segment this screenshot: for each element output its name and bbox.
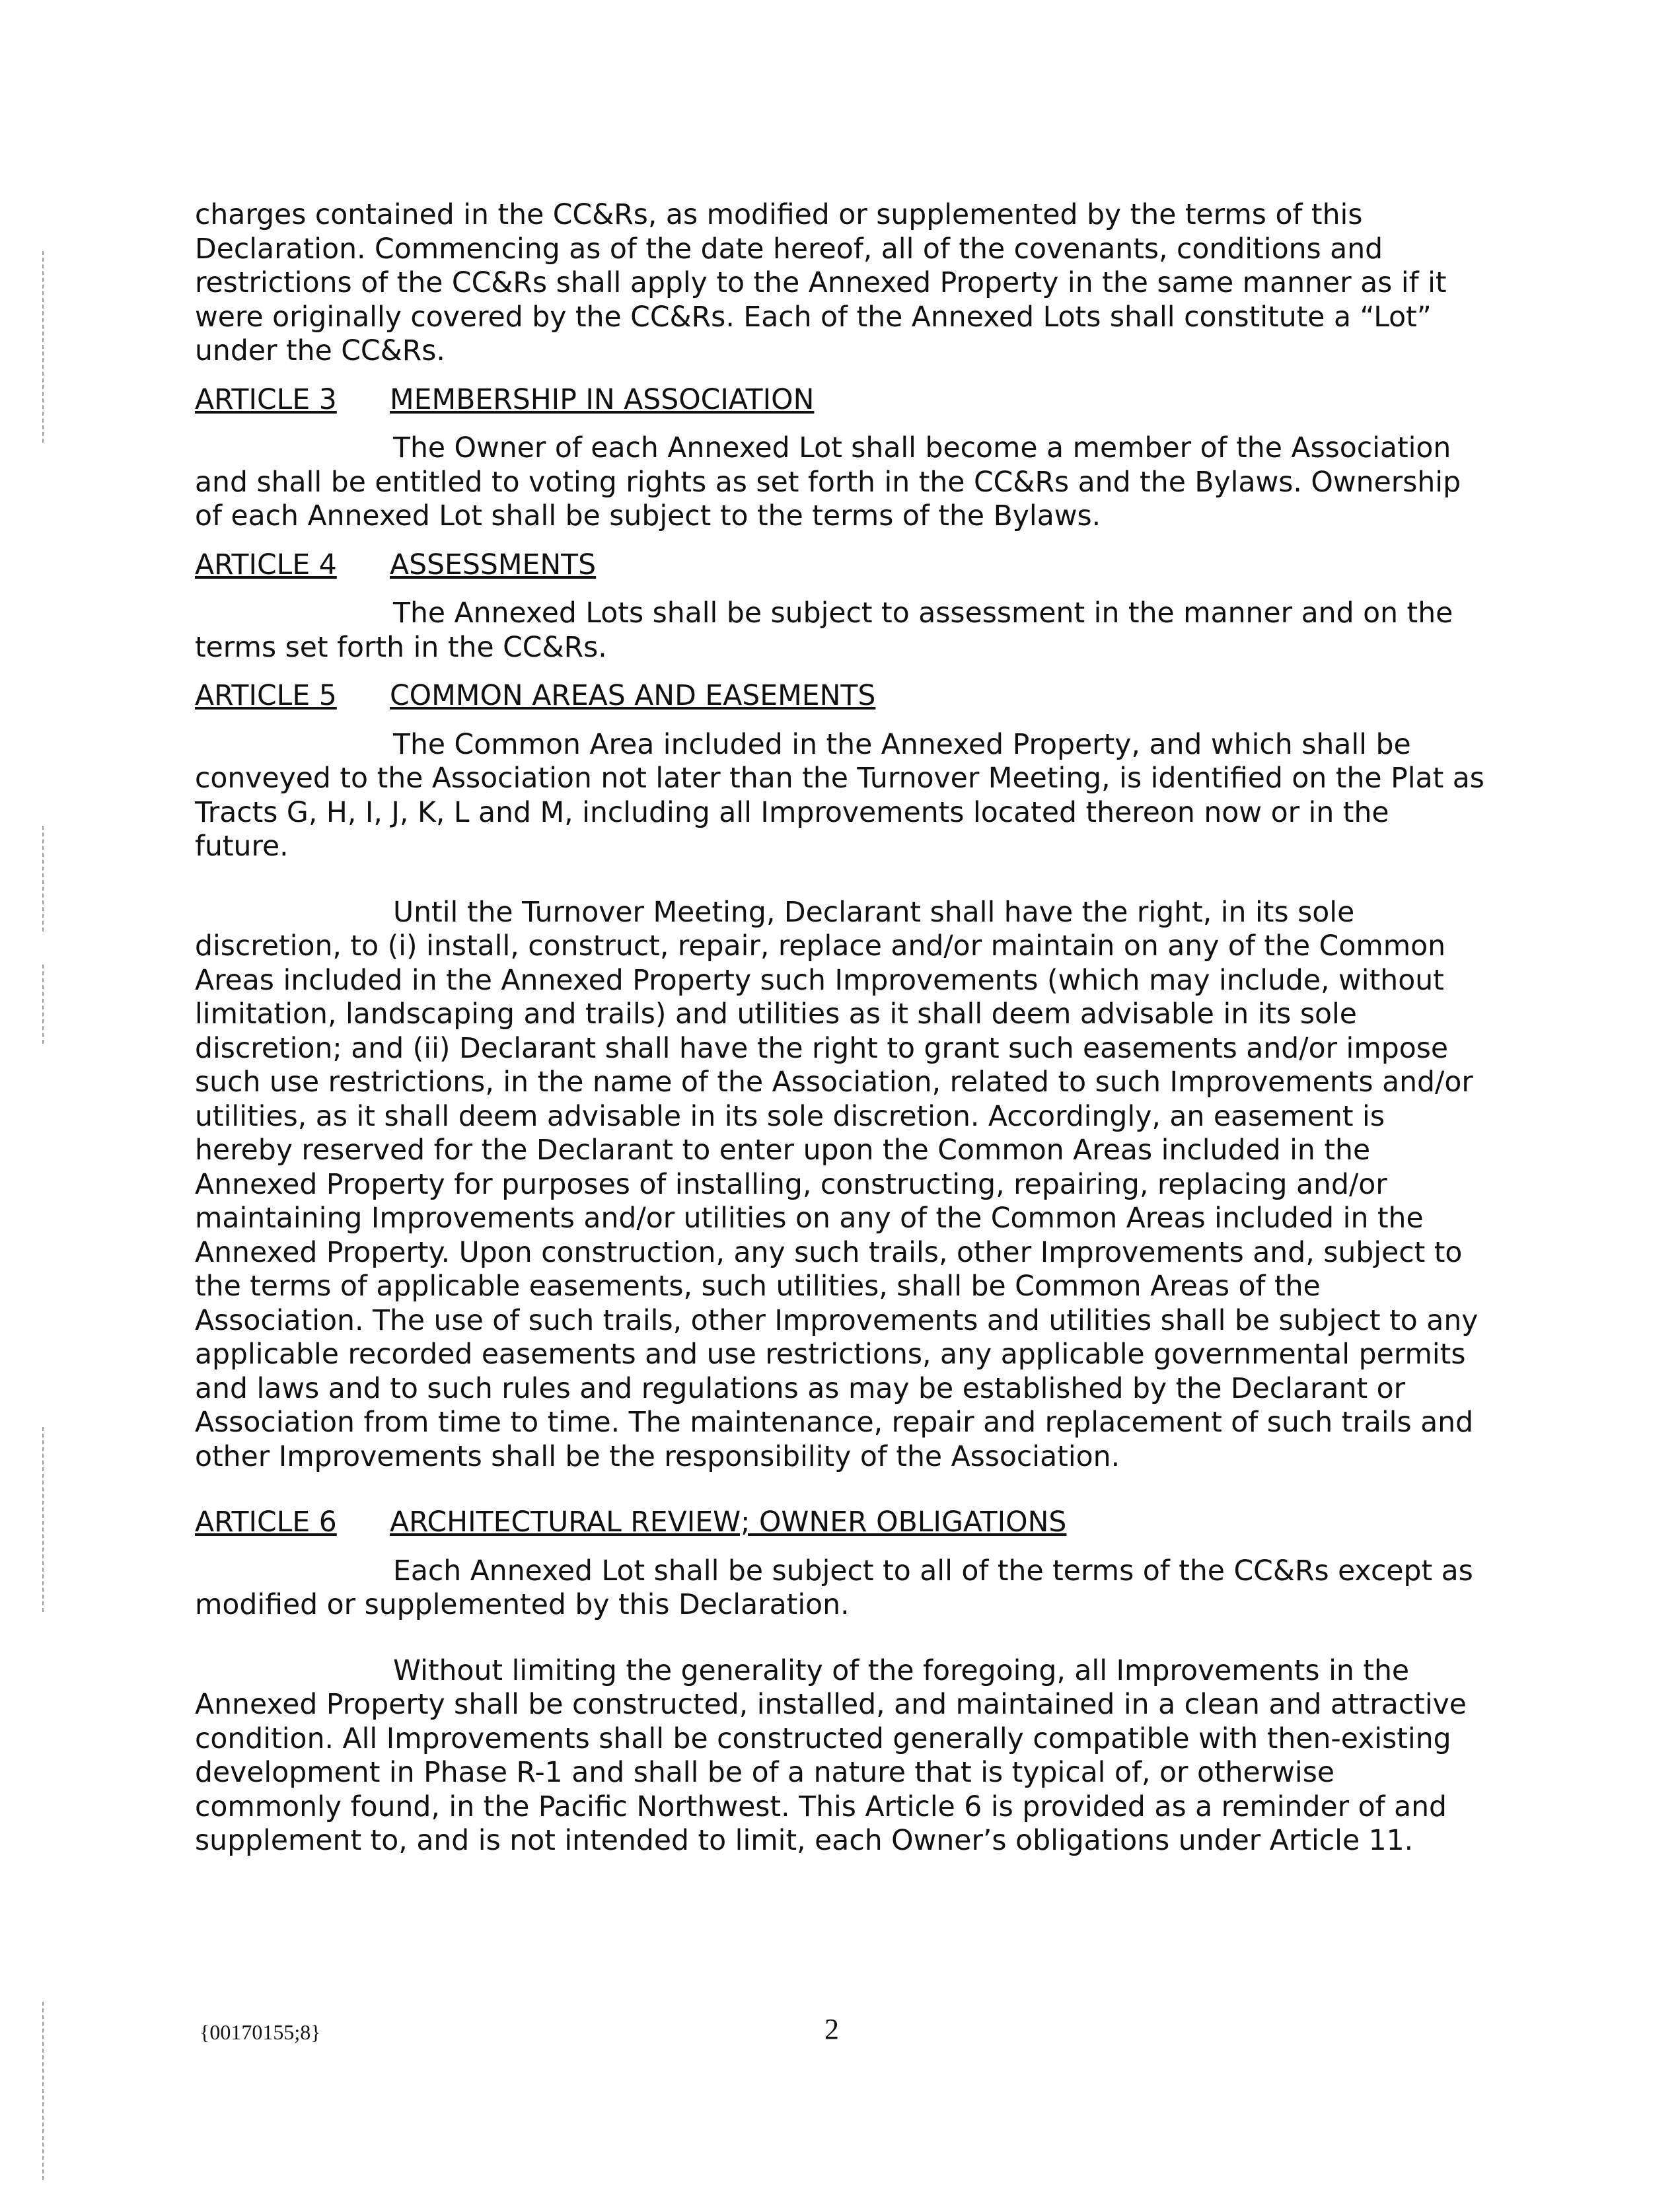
article-6-text-1: Each Annexed Lot shall be subject to all of the terms of the CC&Rs except as modified or supplemented by this Declaration. [195,1554,1473,1621]
article-title: ARCHITECTURAL REVIEW; OWNER OBLIGATIONS [390,1506,1067,1539]
margin-mark [42,1427,44,1612]
article-number: ARTICLE 4 [195,548,337,581]
document-id: {00170155;8} [200,2020,321,2044]
article-number: ARTICLE 5 [195,680,337,712]
article-title: ASSESSMENTS [390,548,597,581]
article-3-text: The Owner of each Annexed Lot shall become a member of the Association and shall be entitled to voting rights as set forth in the CC&Rs and the Bylaws. Ownership of each Annexed Lot shall be subject to the terms of the Bylaws. [195,432,1461,532]
article-title: COMMON AREAS AND EASEMENTS [390,680,876,712]
article-5-heading [195,679,1490,713]
margin-mark [42,826,44,931]
article-title: MEMBERSHIP IN ASSOCIATION [390,383,815,416]
page-number: 2 [824,2013,839,2045]
margin-mark [42,251,44,443]
article-number: ARTICLE 3 [195,383,337,416]
article-number: ARTICLE 6 [195,1506,337,1539]
article-6-heading [195,1506,1490,1540]
page-footer [0,2012,1680,2052]
margin-mark [42,965,44,1044]
article-4-heading [195,548,1490,583]
article-5-text-1: The Common Area included in the Annexed Property, and which shall be conveyed to the Association not later than the Turnover Meeting, is identified on the Plat as Tracts G, H, I, J, K, L and M, including all Improvements located thereon now or in the future. [195,728,1484,863]
article-4-text: The Annexed Lots shall be subject to assessment in the manner and on the terms set forth in the CC&Rs. [195,597,1453,664]
document-page [195,198,1490,1858]
article-3-heading [195,383,1490,418]
article-6-text-2: Without limiting the generality of the foregoing, all Improvements in the Annexed Property shall be constructed, installed, and maintained in a clean and attractive condition. All Improvements shall be constructed generally compatible with then-existing development in Phase R-1 and shall be of a nature that is typical of, or otherwise commonly found, in the Pacific Northwest. This Article 6 is provided as a reminder of and supplement to, and is not intended to limit, each Owner’s obligations under Article 11. [195,1654,1467,1857]
paragraph-continuation: charges contained in the CC&Rs, as modified or supplemented by the terms of this Declaration. Commencing as of the date hereof, all of the covenants, conditions and restrictions of the CC&Rs shall apply to the Annexed Property in the same manner as if it were originally covered by the CC&Rs. Each of the Annexed Lots shall constitute a “Lot” under the CC&Rs. [195,199,1447,367]
article-5-text-2: Until the Turnover Meeting, Declarant shall have the right, in its sole discretion, to (i) install, construct, repair, replace and/or maintain on any of the Common Areas included in the Annexed Property such Improvements (which may include, without limitation, landscaping and trails) and utilities as it shall deem advisable in its sole discretion; and (ii) Declarant shall have the right to grant such easements and/or impose such use restrictions, in the name of the Association, related to such Improvements and/or utilities, as it shall deem advisable in its sole discretion. Accordingly, an easement is hereby reserved for the Declarant to enter upon the Common Areas included in the Annexed Property for purposes of installing, constructing, repairing, replacing and/or maintaining Improvements and/or utilities on any of the Common Areas included in the Annexed Property. Upon construction, any such trails, other Improvements and, subject to the terms of applicable easements, such utilities, shall be Common Areas of the Association. The use of such trails, other Improvements and utilities shall be subject to any applicable recorded easements and use restrictions, any applicable governmental permits and laws and to such rules and regulations as may be established by the Declarant or Association from time to time. The maintenance, repair and replacement of such trails and other Improvements shall be the responsibility of the Association. [195,896,1479,1473]
